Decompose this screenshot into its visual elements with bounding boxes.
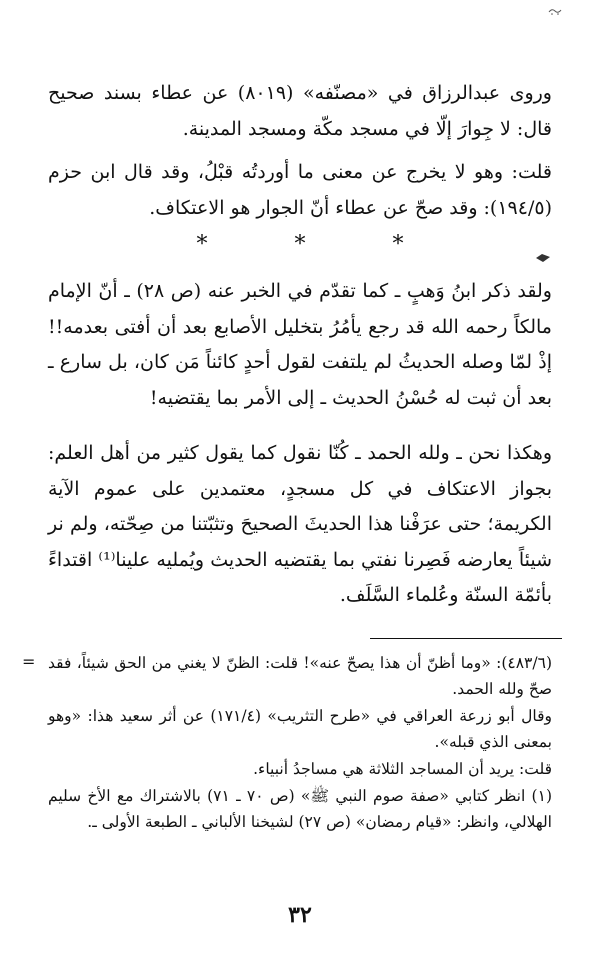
paragraph-conclusion: وهكذا نحن ـ ولله الحمد ـ كُنّا نقول كما يقول كثير من أهل العلم: بجواز الاعتكاف في كل مسجدٍ، معتمدين على عموم الآية الكريمة؛ حتى عرَفْنا هذا الحديثَ الصحيحَ وتثبّتنا من صِحّته، ولم نر شيئاً يعارضه فَصِرنا نفتي بما يقتضيه الحديث ويُمليه علينا⁽¹⁾ اقتداءً بأئمّة السنّة وعُلماء السَّلَف. bbox=[48, 442, 552, 606]
footnote-1: (١) انظر كتابي «صفة صوم النبي ﷺ» (ص ٧٠ ـ ٧١) بالاشتراك مع الأخ سليم الهلالي، وانظر: «قيام رمضان» (ص ٢٧) لشيخنا الألباني ـ الطبعة الأولى ـ. bbox=[48, 787, 552, 831]
main-text bbox=[48, 76, 552, 634]
section-separator: * * * bbox=[196, 232, 444, 257]
footnote-continued: (٤٨٣/٦): «وما أظنّ أن هذا يصحّ عنه»! قلت: الظنّ لا يغني من الحق شيئاً، فقد صحّ ولله الحمد. bbox=[48, 654, 552, 698]
paragraph-abdulrazzaq: وروى عبدالرزاق في «مصنّفه» (٨٠١٩) عن عطاء بسند صحيح قال: لا جِوارَ إلّا في مسجد مكّة ومسجد المدينة. bbox=[48, 82, 552, 140]
footnote-continuation-marker: = bbox=[22, 652, 36, 671]
ink-mark bbox=[534, 250, 552, 266]
page-number: ٣٢ bbox=[288, 902, 312, 928]
footnotes bbox=[48, 650, 552, 836]
footnote-comment: قلت: يريد أن المساجد الثلاثة هي مساجدُ أنبياء. bbox=[253, 760, 552, 778]
scan-speck bbox=[548, 6, 562, 16]
paragraph-ibn-wahb: ولقد ذكر ابنُ وَهبٍ ـ كما تقدّم في الخبر عنه (ص ٢٨) ـ أنّ الإمام مالكاً رحمه الله قد رجع يأمُرُ بتخليل الأصابع بعد أن أفتى بعدمه!! إذْ لمّا وصله الحديثُ لم يلتفت لقول أحدٍ كائناً مَن كان، بل سارع ـ بعد أن ثبت له حُسْنُ الحديث ـ إلى الأمر بما يقتضيه! bbox=[48, 280, 552, 409]
paragraph-ibn-hazm: قلت: وهو لا يخرج عن معنى ما أوردتُه قبْلُ، وقد قال ابن حزم (١٩٤/٥): وقد صحّ عن عطاء أنّ الجوار هو الاعتكاف. bbox=[48, 161, 552, 219]
footnote-abu-zurah: وقال أبو زرعة العراقي في «طرح التثريب» (١٧١/٤) عن أثر سعيد هذا: «وهو بمعنى الذي قبله». bbox=[48, 707, 552, 751]
footnote-divider bbox=[370, 638, 562, 639]
